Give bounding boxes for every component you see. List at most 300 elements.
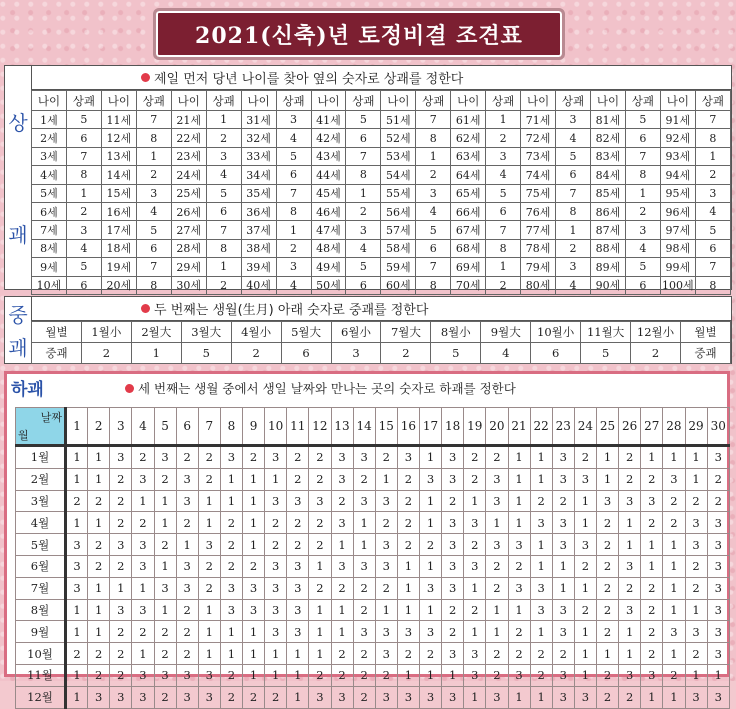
sang-value-cell: 4 <box>346 239 381 257</box>
sang-age-cell: 96세 <box>660 202 695 220</box>
sang-age-cell: 65세 <box>451 184 486 202</box>
ha-value-cell: 3 <box>530 512 552 534</box>
sang-age-cell: 62세 <box>451 129 486 147</box>
ha-day-header: 12 <box>309 408 331 446</box>
ha-value-cell: 2 <box>66 643 88 665</box>
ha-value-cell: 2 <box>375 577 397 599</box>
jung-month-cell: 1월小 <box>81 322 131 343</box>
ha-value-cell: 3 <box>375 686 397 708</box>
sang-value-cell: 8 <box>695 276 730 294</box>
ha-value-cell: 1 <box>619 512 641 534</box>
ha-value-cell: 3 <box>66 555 88 577</box>
ha-value-cell: 1 <box>287 686 309 708</box>
ha-value-cell: 3 <box>641 490 663 512</box>
ha-value-cell: 1 <box>597 643 619 665</box>
ha-value-cell: 1 <box>464 490 486 512</box>
ha-value-cell: 3 <box>66 534 88 556</box>
sang-value-cell: 4 <box>206 166 241 184</box>
ha-value-cell: 2 <box>265 686 287 708</box>
ha-value-cell: 3 <box>442 534 464 556</box>
ha-value-cell: 1 <box>243 468 265 490</box>
sang-header-val: 상괘 <box>556 91 591 111</box>
sang-row <box>32 258 731 276</box>
ha-value-cell: 1 <box>243 512 265 534</box>
ha-value-cell: 3 <box>110 446 132 469</box>
ha-day-header: 21 <box>508 408 530 446</box>
ha-value-cell: 1 <box>508 686 530 708</box>
ha-value-cell: 3 <box>442 512 464 534</box>
ha-value-cell: 1 <box>353 512 375 534</box>
sang-value-cell: 3 <box>556 111 591 129</box>
sang-value-cell: 8 <box>346 166 381 184</box>
ha-value-cell: 2 <box>508 555 530 577</box>
ha-value-cell: 1 <box>641 446 663 469</box>
sang-age-cell: 55세 <box>381 184 416 202</box>
jung-month-label-right: 월별 <box>680 322 730 343</box>
ha-value-cell: 2 <box>597 534 619 556</box>
sang-value-cell: 3 <box>136 184 171 202</box>
ha-value-cell: 3 <box>420 468 442 490</box>
ha-day-header: 5 <box>154 408 176 446</box>
ha-value-cell: 3 <box>331 555 353 577</box>
sang-header-val: 상괘 <box>625 91 660 111</box>
ha-value-cell: 1 <box>685 599 707 621</box>
ha-value-cell: 1 <box>243 621 265 643</box>
ha-value-cell: 1 <box>154 490 176 512</box>
ha-value-cell: 1 <box>530 686 552 708</box>
sang-value-cell: 3 <box>276 258 311 276</box>
ha-value-cell: 1 <box>486 512 508 534</box>
sang-age-cell: 87세 <box>591 221 626 239</box>
sang-value-cell: 4 <box>66 239 101 257</box>
ha-value-cell: 2 <box>574 599 596 621</box>
ha-day-header: 10 <box>265 408 287 446</box>
sang-age-cell: 48세 <box>311 239 346 257</box>
ha-value-cell: 3 <box>464 643 486 665</box>
sang-value-cell: 2 <box>486 129 521 147</box>
ha-value-cell: 2 <box>132 446 154 469</box>
ha-value-cell: 2 <box>220 534 242 556</box>
jung-value-row <box>32 343 731 364</box>
ha-value-cell: 1 <box>309 599 331 621</box>
jung-value-cell: 5 <box>431 343 481 364</box>
ha-value-cell: 1 <box>66 446 88 469</box>
ha-day-header: 23 <box>552 408 574 446</box>
sang-value-cell: 5 <box>695 221 730 239</box>
ha-value-cell: 2 <box>619 577 641 599</box>
sang-header-age: 나이 <box>32 91 67 111</box>
ha-value-cell: 2 <box>641 577 663 599</box>
ha-value-cell: 2 <box>220 512 242 534</box>
sang-value-cell: 8 <box>695 129 730 147</box>
ha-value-cell: 3 <box>287 599 309 621</box>
ha-value-cell: 3 <box>530 599 552 621</box>
ha-value-cell: 3 <box>508 534 530 556</box>
sang-value-cell: 8 <box>136 129 171 147</box>
ha-value-cell: 1 <box>66 512 88 534</box>
ha-value-cell: 3 <box>685 621 707 643</box>
ha-month-cell: 10월 <box>16 643 66 665</box>
ha-value-cell: 1 <box>88 512 110 534</box>
bullet-dot-icon <box>141 304 150 313</box>
jung-side-top: 중 <box>8 303 28 327</box>
sang-age-cell: 74세 <box>521 166 556 184</box>
sang-header-val: 상괘 <box>66 91 101 111</box>
ha-value-cell: 1 <box>243 490 265 512</box>
sang-value-cell: 2 <box>66 202 101 220</box>
sang-age-cell: 85세 <box>591 184 626 202</box>
sang-value-cell: 5 <box>66 111 101 129</box>
sang-value-cell: 1 <box>66 184 101 202</box>
ha-value-cell: 3 <box>154 664 176 686</box>
sang-age-cell: 78세 <box>521 239 556 257</box>
sang-age-cell: 31세 <box>241 111 276 129</box>
ha-value-cell: 1 <box>154 555 176 577</box>
sang-age-cell: 81세 <box>591 111 626 129</box>
ha-value-cell: 3 <box>685 512 707 534</box>
ha-value-cell: 2 <box>243 686 265 708</box>
ha-value-cell: 2 <box>619 446 641 469</box>
ha-value-cell: 2 <box>309 446 331 469</box>
sang-value-cell: 8 <box>66 166 101 184</box>
ha-value-cell: 3 <box>707 599 729 621</box>
sang-age-cell: 57세 <box>381 221 416 239</box>
ha-value-cell: 2 <box>574 555 596 577</box>
ha-value-cell: 1 <box>574 621 596 643</box>
sang-age-cell: 30세 <box>171 276 206 294</box>
sang-header-row <box>32 91 731 111</box>
ha-value-cell: 1 <box>154 512 176 534</box>
ha-value-cell: 1 <box>641 555 663 577</box>
sang-age-cell: 6세 <box>32 202 67 220</box>
sang-header-val: 상괘 <box>416 91 451 111</box>
sang-value-cell: 8 <box>206 239 241 257</box>
sang-value-cell: 6 <box>695 239 730 257</box>
ha-value-cell: 3 <box>552 468 574 490</box>
ha-value-cell: 3 <box>685 686 707 708</box>
jung-value-cell: 2 <box>231 343 281 364</box>
ha-value-cell: 2 <box>707 490 729 512</box>
ha-value-cell: 1 <box>265 664 287 686</box>
sang-age-cell: 11세 <box>101 111 136 129</box>
sang-value-cell: 1 <box>625 184 660 202</box>
ha-value-cell: 2 <box>552 643 574 665</box>
ha-value-cell: 1 <box>220 643 242 665</box>
ha-value-cell: 2 <box>176 446 198 469</box>
ha-value-cell: 2 <box>685 555 707 577</box>
ha-value-cell: 1 <box>685 468 707 490</box>
ha-value-cell: 1 <box>397 599 419 621</box>
ha-day-header: 14 <box>353 408 375 446</box>
ha-value-cell: 2 <box>309 468 331 490</box>
sang-value-cell: 1 <box>206 258 241 276</box>
ha-value-cell: 3 <box>397 621 419 643</box>
ha-value-cell: 1 <box>397 664 419 686</box>
sang-age-cell: 3세 <box>32 147 67 165</box>
ha-day-header: 4 <box>132 408 154 446</box>
ha-value-cell: 2 <box>132 512 154 534</box>
sang-age-cell: 92세 <box>660 129 695 147</box>
ha-day-header: 3 <box>110 408 132 446</box>
sang-value-cell: 6 <box>625 276 660 294</box>
ha-value-cell: 3 <box>707 686 729 708</box>
ha-value-cell: 1 <box>243 534 265 556</box>
sang-value-cell: 7 <box>136 111 171 129</box>
ha-value-cell: 1 <box>574 490 596 512</box>
ha-instruction <box>125 379 516 397</box>
ha-value-cell: 2 <box>110 643 132 665</box>
ha-value-cell: 3 <box>619 599 641 621</box>
ha-row <box>16 468 730 490</box>
ha-value-cell: 3 <box>707 643 729 665</box>
ha-value-cell: 3 <box>552 534 574 556</box>
ha-value-cell: 2 <box>353 599 375 621</box>
sang-row <box>32 202 731 220</box>
sang-value-cell: 7 <box>136 258 171 276</box>
ha-value-cell: 2 <box>353 686 375 708</box>
ha-value-cell: 1 <box>508 468 530 490</box>
sang-age-cell: 2세 <box>32 129 67 147</box>
ha-value-cell: 3 <box>331 686 353 708</box>
sang-value-cell: 5 <box>276 147 311 165</box>
jung-value-cell: 2 <box>81 343 131 364</box>
sang-value-cell: 2 <box>136 166 171 184</box>
ha-value-cell: 3 <box>464 555 486 577</box>
ha-value-cell: 2 <box>397 468 419 490</box>
sang-age-cell: 35세 <box>241 184 276 202</box>
sang-value-cell: 3 <box>66 221 101 239</box>
sang-age-cell: 21세 <box>171 111 206 129</box>
ha-value-cell: 2 <box>265 512 287 534</box>
sang-value-cell: 2 <box>625 202 660 220</box>
ha-value-cell: 3 <box>110 599 132 621</box>
ha-value-cell: 2 <box>176 512 198 534</box>
sang-age-cell: 12세 <box>101 129 136 147</box>
ha-value-cell: 2 <box>552 490 574 512</box>
sang-value-cell: 2 <box>486 276 521 294</box>
ha-value-cell: 3 <box>619 490 641 512</box>
ha-value-cell: 1 <box>309 621 331 643</box>
sang-value-cell: 7 <box>486 221 521 239</box>
ha-value-cell: 3 <box>309 686 331 708</box>
jung-month-cell: 7월大 <box>381 322 431 343</box>
ha-value-cell: 1 <box>597 468 619 490</box>
ha-value-cell: 2 <box>110 490 132 512</box>
ha-value-cell: 2 <box>309 534 331 556</box>
jung-value-cell: 4 <box>481 343 531 364</box>
ha-value-cell: 2 <box>287 512 309 534</box>
ha-value-cell: 2 <box>420 643 442 665</box>
ha-value-cell: 2 <box>464 534 486 556</box>
sang-value-cell: 5 <box>346 258 381 276</box>
jung-value-label-right: 중괘 <box>680 343 730 364</box>
sang-value-cell: 3 <box>276 111 311 129</box>
sang-value-cell: 6 <box>206 202 241 220</box>
ha-value-cell: 3 <box>132 599 154 621</box>
ha-value-cell: 2 <box>243 446 265 469</box>
jung-instruction-text: 두 번째는 생월(生月) 아래 숫자로 중괘를 정한다 <box>154 303 429 318</box>
ha-month-cell: 4월 <box>16 512 66 534</box>
sang-value-cell: 7 <box>346 147 381 165</box>
sang-value-cell: 7 <box>206 221 241 239</box>
sang-age-cell: 18세 <box>101 239 136 257</box>
ha-day-header: 17 <box>420 408 442 446</box>
ha-value-cell: 2 <box>154 468 176 490</box>
ha-value-cell: 2 <box>663 512 685 534</box>
ha-value-cell: 2 <box>265 534 287 556</box>
sang-value-cell: 6 <box>66 276 101 294</box>
ha-value-cell: 3 <box>707 534 729 556</box>
ha-value-cell: 3 <box>597 490 619 512</box>
sang-age-cell: 84세 <box>591 166 626 184</box>
sang-value-cell: 4 <box>556 276 591 294</box>
ha-value-cell: 1 <box>88 599 110 621</box>
jung-month-cell: 2월大 <box>131 322 181 343</box>
ha-corner-day: 날짜 <box>40 411 62 424</box>
jung-month-cell: 6월小 <box>331 322 381 343</box>
ha-value-cell: 2 <box>597 686 619 708</box>
ha-value-cell: 1 <box>353 534 375 556</box>
sang-age-cell: 37세 <box>241 221 276 239</box>
ha-row <box>16 664 730 686</box>
sang-instruction-text: 제일 먼저 당년 나이를 찾아 옆의 숫자로 상괘를 정한다 <box>154 72 464 87</box>
ha-value-cell: 3 <box>574 534 596 556</box>
ha-day-header: 16 <box>397 408 419 446</box>
ha-row <box>16 534 730 556</box>
ha-value-cell: 1 <box>132 577 154 599</box>
ha-value-cell: 3 <box>176 555 198 577</box>
ha-value-cell: 3 <box>132 686 154 708</box>
ha-value-cell: 3 <box>176 577 198 599</box>
ha-value-cell: 3 <box>198 664 220 686</box>
sang-value-cell: 7 <box>416 111 451 129</box>
ha-value-cell: 2 <box>88 664 110 686</box>
ha-value-cell: 2 <box>486 446 508 469</box>
ha-value-cell: 2 <box>331 577 353 599</box>
ha-header-row <box>16 408 730 446</box>
ha-value-cell: 1 <box>331 621 353 643</box>
ha-value-cell: 3 <box>707 577 729 599</box>
sang-row <box>32 129 731 147</box>
ha-day-header: 28 <box>663 408 685 446</box>
ha-value-cell: 3 <box>287 621 309 643</box>
ha-value-cell: 2 <box>420 534 442 556</box>
bullet-dot-icon <box>125 384 134 393</box>
sang-age-cell: 43세 <box>311 147 346 165</box>
sang-value-cell: 4 <box>625 239 660 257</box>
ha-value-cell: 1 <box>641 686 663 708</box>
sang-age-cell: 5세 <box>32 184 67 202</box>
ha-row <box>16 555 730 577</box>
ha-row <box>16 686 730 708</box>
ha-day-header: 20 <box>486 408 508 446</box>
ha-value-cell: 3 <box>375 643 397 665</box>
sang-age-cell: 49세 <box>311 258 346 276</box>
ha-value-cell: 1 <box>663 643 685 665</box>
sang-age-cell: 26세 <box>171 202 206 220</box>
sang-age-cell: 73세 <box>521 147 556 165</box>
jung-month-cell: 5월大 <box>281 322 331 343</box>
ha-value-cell: 1 <box>110 577 132 599</box>
sang-age-cell: 56세 <box>381 202 416 220</box>
ha-value-cell: 1 <box>574 577 596 599</box>
ha-value-cell: 1 <box>176 534 198 556</box>
ha-value-cell: 1 <box>530 534 552 556</box>
sang-age-cell: 17세 <box>101 221 136 239</box>
ha-value-cell: 3 <box>375 534 397 556</box>
ha-value-cell: 3 <box>464 664 486 686</box>
ha-value-cell: 1 <box>88 621 110 643</box>
sang-age-cell: 46세 <box>311 202 346 220</box>
sang-age-cell: 1세 <box>32 111 67 129</box>
jung-value-cell: 2 <box>631 343 681 364</box>
sang-age-cell: 100세 <box>660 276 695 294</box>
sang-value-cell: 5 <box>66 258 101 276</box>
sang-header-val: 상괘 <box>206 91 241 111</box>
ha-value-cell: 1 <box>88 577 110 599</box>
ha-value-cell: 2 <box>110 512 132 534</box>
jung-month-cell: 8월小 <box>431 322 481 343</box>
sang-value-cell: 6 <box>276 166 311 184</box>
sang-age-cell: 83세 <box>591 147 626 165</box>
ha-value-cell: 2 <box>375 446 397 469</box>
ha-value-cell: 3 <box>353 446 375 469</box>
ha-value-cell: 3 <box>574 686 596 708</box>
ha-value-cell: 1 <box>420 555 442 577</box>
ha-value-cell: 1 <box>66 664 88 686</box>
ha-value-cell: 3 <box>353 621 375 643</box>
ha-month-cell: 1월 <box>16 446 66 469</box>
jung-value-cell: 2 <box>381 343 431 364</box>
ha-value-cell: 3 <box>486 686 508 708</box>
ha-value-cell: 3 <box>442 643 464 665</box>
ha-value-cell: 1 <box>331 599 353 621</box>
ha-value-cell: 1 <box>530 621 552 643</box>
ha-value-cell: 2 <box>574 446 596 469</box>
sang-value-cell: 1 <box>556 221 591 239</box>
ha-value-cell: 1 <box>132 490 154 512</box>
sang-row <box>32 276 731 294</box>
sang-age-cell: 69세 <box>451 258 486 276</box>
ha-value-cell: 1 <box>464 621 486 643</box>
sang-age-cell: 66세 <box>451 202 486 220</box>
ha-label: 하괘 <box>11 380 44 400</box>
sang-value-cell: 8 <box>416 129 451 147</box>
ha-value-cell: 2 <box>597 621 619 643</box>
ha-value-cell: 2 <box>685 490 707 512</box>
ha-value-cell: 2 <box>597 512 619 534</box>
sang-value-cell: 6 <box>486 202 521 220</box>
sang-header-age: 나이 <box>660 91 695 111</box>
sang-age-cell: 16세 <box>101 202 136 220</box>
ha-day-header: 2 <box>88 408 110 446</box>
sang-value-cell: 7 <box>556 184 591 202</box>
ha-value-cell: 1 <box>574 512 596 534</box>
ha-value-cell: 3 <box>176 664 198 686</box>
ha-value-cell: 2 <box>353 577 375 599</box>
jung-table <box>31 321 731 364</box>
ha-value-cell: 3 <box>132 664 154 686</box>
sang-value-cell: 8 <box>136 276 171 294</box>
sang-age-cell: 42세 <box>311 129 346 147</box>
ha-value-cell: 1 <box>663 534 685 556</box>
sang-age-cell: 53세 <box>381 147 416 165</box>
ha-value-cell: 2 <box>154 621 176 643</box>
sang-age-cell: 59세 <box>381 258 416 276</box>
sang-age-cell: 51세 <box>381 111 416 129</box>
sang-age-cell: 25세 <box>171 184 206 202</box>
ha-value-cell: 3 <box>663 621 685 643</box>
